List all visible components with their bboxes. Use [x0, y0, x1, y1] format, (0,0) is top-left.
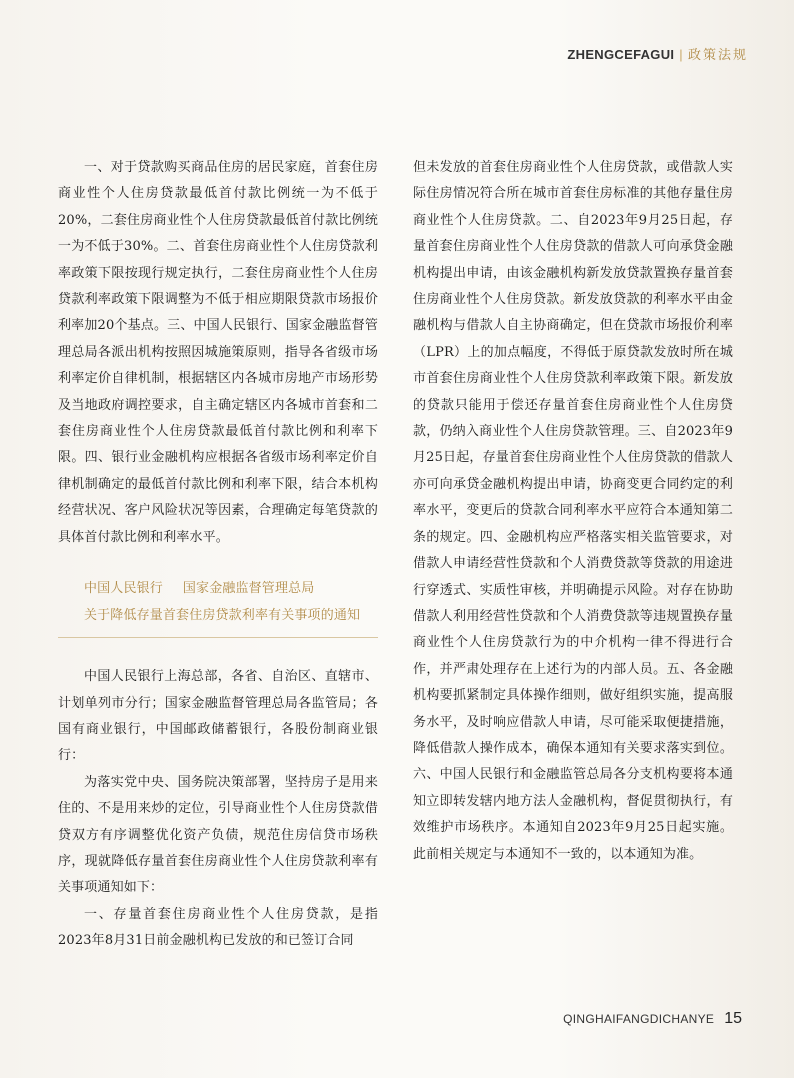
notice-issuer: 国家金融监督管理总局	[182, 581, 315, 597]
addressees: 中国人民银行上海总部，各省、自治区、直辖市、计划单列市分行；国家金融监督管理总局各监管局；各国有商业银行，中国邮政储蓄银行，各股份制商业银行：	[58, 669, 378, 764]
notice-heading	[58, 571, 378, 638]
section-name-cn: 政策法规	[687, 47, 748, 62]
header-separator: |	[679, 47, 683, 62]
notice-title: 关于降低存量首套住房贷款利率有关事项的通知	[84, 608, 361, 624]
notice-issuer: 中国人民银行	[84, 581, 163, 597]
page-number: 15	[724, 1010, 742, 1027]
left-column	[58, 155, 378, 955]
body-paragraph: 为落实党中央、国务院决策部署，坚持房子是用来住的、不是用来炒的定位，引导商业性个人住房贷款借贷双方有序调整优化资产负债，规范住房信贷市场秩序，现就降低存量首套住房商业性个人住房贷款利率有关事项通知如下：	[58, 774, 378, 896]
right-column	[413, 155, 733, 868]
page-footer	[563, 1010, 742, 1028]
body-paragraph: 但未发放的首套住房商业性个人住房贷款，或借款人实际住房情况符合所在城市首套住房标准的其他存量住房商业性个人住房贷款。二、自2023年9月25日起，存量首套住房商业性个人住房贷款的借款人可向承贷金融机构提出申请，由该金融机构新发放贷款置换存量首套住房商业性个人住房贷款。新发放贷款的利率水平由金融机构与借款人自主协商确定，但在贷款市场报价利率（LPR）上的加点幅度，不得低于原贷款发放时所在城市首套住房商业性个人住房贷款利率政策下限。新发放的贷款只能用于偿还存量首套住房商业性个人住房贷款，仍纳入商业性个人住房贷款管理。三、自2023年9月25日起，存量首套住房商业性个人住房贷款的借款人亦可向承贷金融机构提出申请，协商变更合同约定的利率水平，变更后的贷款合同利率水平应符合本通知第二条的规定。四、金融机构应严格落实相关监管要求，对借款人申请经营性贷款和个人消费贷款等贷款的用途进行穿透式、实质性审核，并明确提示风险。对存在协助借款人利用经营性贷款和个人消费贷款等违规置换存量商业性个人住房贷款行为的中介机构一律不得进行合作，并严肃处理存在上述行为的内部人员。五、各金融机构要抓紧制定具体操作细则，做好组织实施，提高服务水平，及时响应借款人申请，尽可能采取便捷措施，降低借款人操作成本，确保本通知有关要求落实到位。六、中国人民银行和金融监管总局各分支机构要将本通知立即转发辖内地方法人金融机构，督促贯彻执行，有效维护市场秩序。本通知自2023年9月25日起实施。此前相关规定与本通知不一致的，以本通知为准。	[413, 160, 733, 862]
running-header	[567, 44, 748, 63]
section-name-en: ZHENGCEFAGUI	[567, 47, 675, 62]
body-paragraph: 一、对于贷款购买商品住房的居民家庭，首套住房商业性个人住房贷款最低首付款比例统一为不低于20%，二套住房商业性个人住房贷款最低首付款比例统一为不低于30%。二、首套住房商业性个人住房贷款利率政策下限按现行规定执行，二套住房商业性个人住房贷款利率政策下限调整为不低于相应期限贷款市场报价利率加20个基点。三、中国人民银行、国家金融监督管理总局各派出机构按照因城施策原则，指导各省级市场利率定价自律机制，根据辖区内各城市房地产市场形势及当地政府调控要求，自主确定辖区内各城市首套和二套住房商业性个人住房贷款最低首付款比例和利率下限。四、银行业金融机构应根据各省级市场利率定价自律机制确定的最低首付款比例和利率下限，结合本机构经营状况、客户风险状况等因素，合理确定每笔贷款的具体首付款比例和利率水平。	[58, 160, 378, 545]
body-paragraph: 一、存量首套住房商业性个人住房贷款，是指2023年8月31日前金融机构已发放的和已签订合同	[58, 906, 378, 949]
magazine-name: QINGHAIFANGDICHANYE	[563, 1012, 715, 1026]
